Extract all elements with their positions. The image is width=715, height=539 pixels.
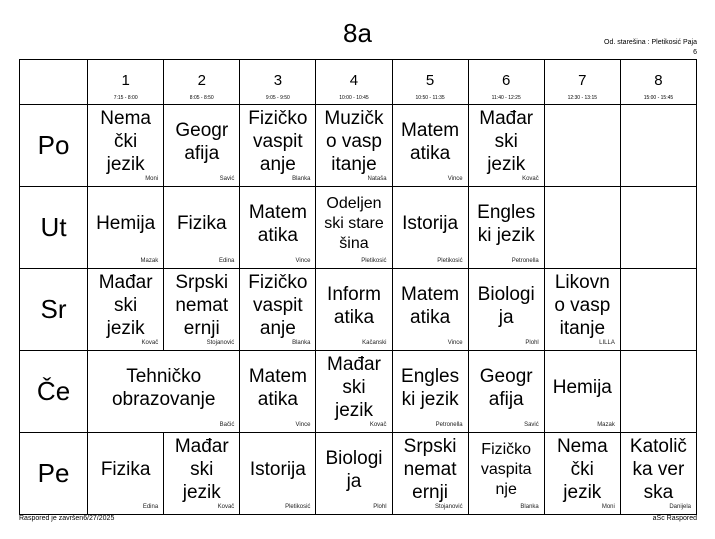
- subject-name: Mađar ski jezik: [327, 354, 381, 421]
- period-number: 7: [578, 72, 587, 89]
- teacher-name: Savić: [524, 422, 539, 428]
- day-row: [20, 269, 697, 351]
- lesson-cell: [468, 187, 544, 269]
- teacher-name: Kovač: [217, 504, 235, 510]
- lesson-cell: [164, 269, 240, 351]
- subject-name: Srpski nemat ernji: [175, 272, 229, 339]
- day-name: Če: [20, 351, 88, 433]
- lesson-cell: [316, 187, 392, 269]
- teacher-name: Edina: [218, 258, 235, 264]
- lesson-cell: [544, 269, 620, 351]
- teacher-name: Blanka: [292, 340, 311, 346]
- period-time: 9:05 - 9:50: [265, 95, 290, 101]
- teacher-name: Plohl: [373, 504, 387, 510]
- teacher-name: Vince: [295, 422, 311, 428]
- lesson-cell: [164, 187, 240, 269]
- day-row: [20, 351, 697, 433]
- teacher-name: Vince: [295, 258, 311, 264]
- lesson-cell: [88, 187, 164, 269]
- lesson-cell: [88, 433, 164, 515]
- empty-cell: [620, 105, 696, 187]
- lesson-cell: [88, 105, 164, 187]
- empty-cell: [620, 187, 696, 269]
- period-number: 8: [654, 72, 663, 89]
- subject-name: Inform atika: [327, 283, 381, 328]
- teacher-name: Petronella: [435, 422, 463, 428]
- lesson-cell: [468, 433, 544, 515]
- teacher-name: Kovač: [141, 340, 159, 346]
- period-number: 6: [502, 72, 511, 89]
- lesson-cell: [392, 351, 468, 433]
- lesson-cell: [240, 105, 316, 187]
- period-number: 4: [349, 72, 359, 89]
- day-name: Po: [20, 105, 88, 187]
- subject-name: Engles ki jezik: [401, 365, 460, 410]
- period-header: [164, 60, 240, 105]
- subject-name: Srpski nemat ernji: [403, 436, 457, 503]
- subject-name: Fizika: [176, 213, 227, 234]
- lesson-cell: [392, 269, 468, 351]
- teacher-name: Kačanski: [362, 340, 387, 346]
- subject-name: Mađar ski jezik: [479, 108, 534, 175]
- day-name: Pe: [20, 433, 88, 515]
- period-time: 10:00 - 10:45: [339, 95, 369, 101]
- subject-name: Engles ki jezik: [477, 201, 536, 246]
- lesson-cell: [316, 433, 392, 515]
- teacher-name: Pletikosić: [361, 258, 387, 264]
- teacher-name: Mazak: [597, 422, 615, 428]
- teacher-name: Edina: [142, 504, 159, 510]
- day-name: Sr: [20, 269, 88, 351]
- period-time: 11:40 - 12:25: [491, 95, 521, 101]
- lesson-cell: [392, 105, 468, 187]
- lesson-cell: [88, 269, 164, 351]
- period-header: [88, 60, 164, 105]
- teacher-name: Blanka: [520, 504, 539, 510]
- subject-name: Mađar ski jezik: [174, 436, 229, 503]
- teacher-name: Stojanović: [434, 504, 463, 510]
- lesson-cell: [164, 105, 240, 187]
- subject-name: Odeljen ski stare šina: [324, 194, 384, 252]
- lesson-cell: [544, 433, 620, 515]
- subject-name: Fizičko vaspit anje: [248, 108, 308, 175]
- lesson-cell: [620, 433, 696, 515]
- teacher-name: Moni: [601, 504, 615, 510]
- period-header: [316, 60, 392, 105]
- period-time: 15:00 - 15:45: [643, 95, 674, 101]
- subject-name: Istorija: [249, 459, 306, 480]
- subject-name: Istorija: [402, 213, 459, 234]
- teacher-name: Bačić: [219, 422, 235, 428]
- period-time: 12:30 - 13:15: [567, 95, 598, 101]
- subject-name: Biologi ja: [325, 447, 383, 492]
- subject-name: Katolič ka ver ska: [629, 436, 687, 503]
- teacher-name: Blanka: [292, 176, 311, 182]
- lesson-cell: [468, 351, 544, 433]
- lesson-cell: [316, 269, 392, 351]
- period-header: [544, 60, 620, 105]
- teacher-name: Pletikosić: [437, 258, 463, 264]
- subject-name: Mađar ski jezik: [98, 272, 153, 339]
- subject-name: Matem atika: [401, 119, 460, 164]
- empty-cell: [544, 187, 620, 269]
- timetable-grid: [19, 59, 697, 515]
- lesson-cell: [240, 433, 316, 515]
- class-title: 8a: [343, 18, 372, 48]
- period-header: [468, 60, 544, 105]
- lesson-cell: [316, 105, 392, 187]
- teacher-name: LILLA: [599, 340, 615, 346]
- day-name: Ut: [20, 187, 88, 269]
- subject-name: Matem atika: [248, 365, 307, 410]
- subject-name: Geogr afija: [175, 119, 229, 164]
- page-number: 6: [693, 49, 697, 56]
- period-number: 3: [273, 72, 283, 89]
- day-row: [20, 105, 697, 187]
- day-row: [20, 433, 697, 515]
- subject-name: Muzičk o vasp itanje: [324, 108, 384, 175]
- footer-completed-note: Raspored je završen6/27/2025: [19, 515, 115, 522]
- subject-name: Likovn o vasp itanje: [554, 272, 611, 339]
- period-time: 8:05 - 8:50: [189, 95, 214, 101]
- period-header: [240, 60, 316, 105]
- lesson-cell: [240, 187, 316, 269]
- subject-name: Fizika: [100, 459, 151, 480]
- subject-name: Fizičko vaspit anje: [248, 272, 308, 339]
- corner-cell: [20, 60, 88, 105]
- teacher-name: Petronella: [511, 258, 539, 264]
- subject-name: Biologi ja: [477, 283, 535, 328]
- empty-cell: [620, 269, 696, 351]
- period-header: [392, 60, 468, 105]
- subject-name: Geogr afija: [479, 365, 533, 410]
- subject-name: Nema čki jezik: [556, 436, 608, 503]
- empty-cell: [620, 351, 696, 433]
- lesson-cell: [316, 351, 392, 433]
- teacher-name: Kovač: [522, 176, 539, 182]
- teacher-name: Kovač: [369, 422, 387, 428]
- period-time: 7:15 - 8:00: [113, 95, 138, 101]
- lesson-cell: [240, 269, 316, 351]
- subject-name: Fizičko vaspita nje: [480, 440, 532, 498]
- period-number: 1: [121, 72, 130, 89]
- period-header-row: [20, 60, 697, 105]
- lesson-cell: [468, 269, 544, 351]
- subject-name: Tehničko obrazovanje: [111, 365, 216, 410]
- footer-app-name: aSc Raspored: [652, 515, 697, 522]
- period-time: 10:50 - 11:35: [415, 95, 445, 101]
- lesson-cell: [240, 351, 316, 433]
- subject-name: Matem atika: [248, 201, 307, 246]
- period-header: [620, 60, 696, 105]
- teacher-name: Stojanović: [206, 340, 235, 346]
- lesson-cell: [544, 351, 620, 433]
- empty-cell: [544, 105, 620, 187]
- day-row: [20, 187, 697, 269]
- lesson-cell: [88, 351, 240, 433]
- lesson-cell: [164, 433, 240, 515]
- teacher-name: Moni: [145, 176, 159, 182]
- lesson-cell: [468, 105, 544, 187]
- teacher-name: Danijela: [669, 504, 691, 510]
- teacher-name: Vince: [447, 340, 463, 346]
- period-number: 5: [425, 72, 435, 89]
- subject-name: Nema čki jezik: [100, 108, 151, 175]
- subject-name: Hemija: [552, 377, 612, 398]
- lesson-cell: [392, 433, 468, 515]
- teacher-name: Pletikosić: [285, 504, 311, 510]
- teacher-name: Nataša: [367, 176, 387, 182]
- lesson-cell: [392, 187, 468, 269]
- homeroom-teacher-label: Od. starešina : Pletikosić Paja: [604, 39, 697, 46]
- teacher-name: Plohl: [525, 340, 539, 346]
- teacher-name: Savić: [219, 176, 235, 182]
- subject-name: Hemija: [96, 213, 156, 234]
- teacher-name: Mazak: [140, 258, 159, 264]
- period-number: 2: [197, 72, 206, 89]
- teacher-name: Vince: [447, 176, 463, 182]
- subject-name: Matem atika: [401, 283, 460, 328]
